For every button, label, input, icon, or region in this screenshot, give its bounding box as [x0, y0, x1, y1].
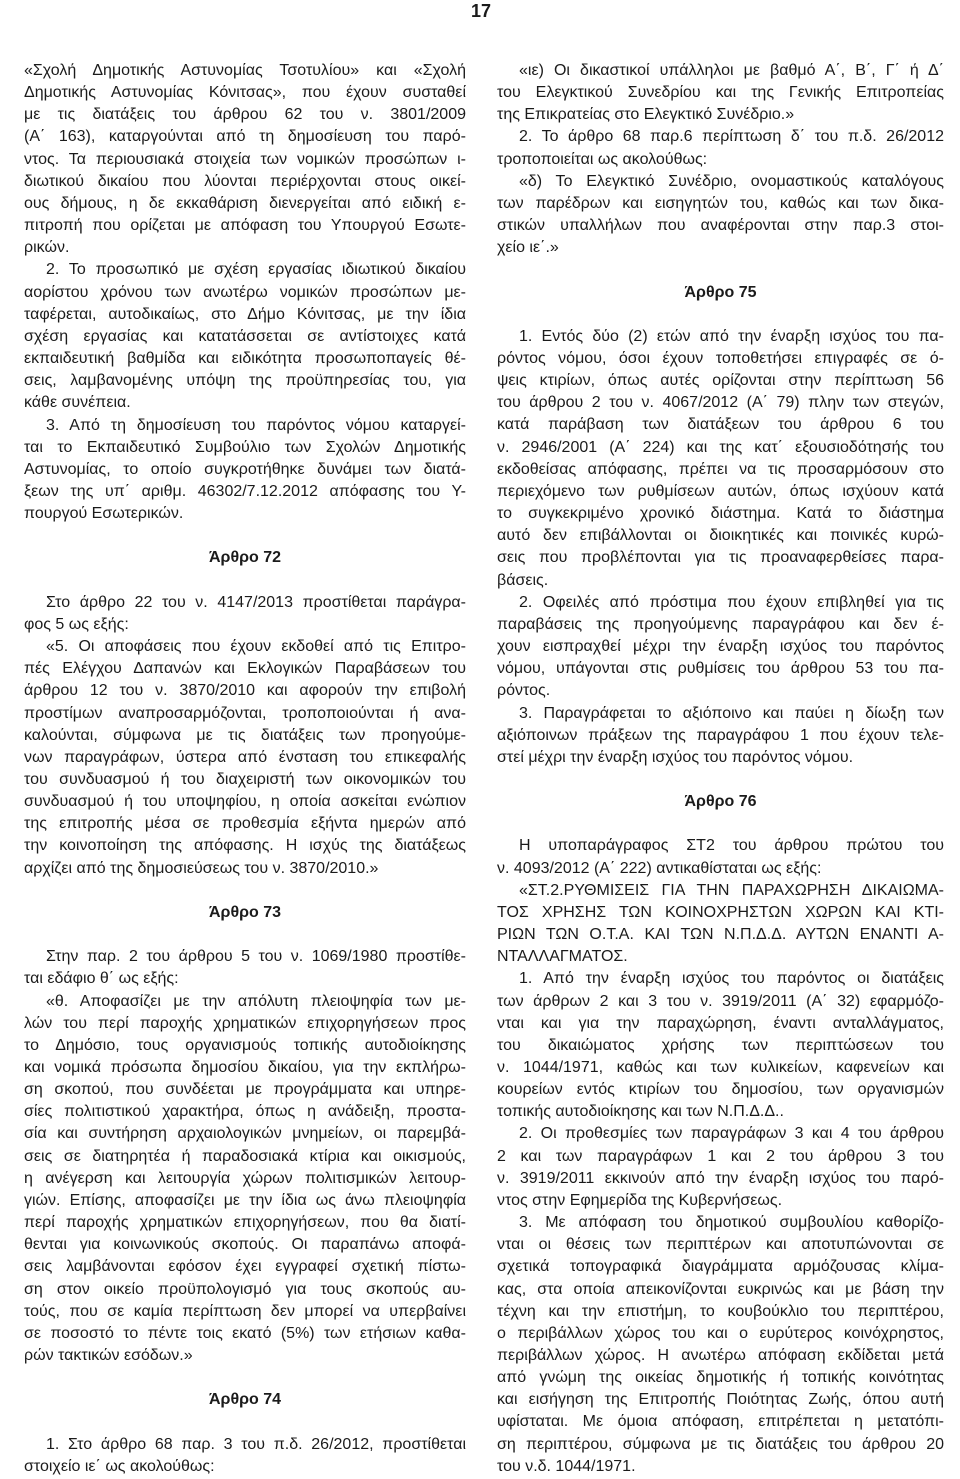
text-line: χουν εισπραχθεί μέχρι την έναρξη ισχύος του παρόντος [497, 638, 944, 656]
text-line: ντος στην Εφημερίδα της Κυβερνήσεως. [497, 1191, 783, 1209]
article-heading: Άρθρο 76 [684, 793, 757, 811]
text-line: 1. Στο άρθρο 68 παρ. 3 του π.δ. 26/2012, προστίθεται [46, 1435, 466, 1453]
text-line: ρόντος. [497, 682, 551, 700]
text-line: ΝΤΑΛΛΑΓΜΑΤΟΣ. [497, 948, 628, 966]
paragraph [497, 126, 944, 170]
text-line: Στο άρθρο 22 του ν. 4147/2013 προστίθεται παράγρα- [46, 593, 466, 611]
text-line: Στην παρ. 2 του άρθρου 5 του ν. 1069/1980 προστίθε- [46, 948, 466, 966]
text-line: «δ) Το Ελεγκτικό Συνέδριο, ονομαστικούς καταλόγους [519, 172, 944, 190]
paragraph [497, 835, 944, 879]
text-line: σίες πολιτιστικού χαρακτήρα, όπως η ανάδειξη, προστα- [24, 1103, 466, 1121]
text-line: των παρέδρων και εισηγητών του, καθώς και των δικα- [497, 194, 944, 212]
text-line: κουρείων εντός κτιρίων του δημοσίου, των οργανισμών [497, 1081, 944, 1099]
text-line: τέχνη και την επιστήμη, το κουβούκλιο του περιπτέρου, [497, 1302, 944, 1320]
text-line: νόμου, υπάγονται στις ρυθμίσεις του άρθρου 53 του πα- [497, 660, 944, 678]
text-line: στικών υπαλλήλων που αναφέρονται στην παρ.3 στοι- [497, 217, 944, 235]
article-heading: Άρθρο 73 [208, 903, 281, 921]
paragraph [497, 592, 944, 703]
paragraph [497, 1212, 944, 1478]
paragraph [24, 60, 466, 259]
text-line: των άρθρων 2 και 3 του ν. 3919/2011 (Α΄ 32) εφαρμόζο- [497, 992, 944, 1010]
paragraph [497, 326, 944, 592]
text-line: ση σκοπού, που συνδέεται με προγράμματα και υπηρε- [24, 1081, 466, 1099]
text-line: περιβάλλων χώρος. Η ανωτέρω απόφαση εκδίδεται μετά [497, 1347, 944, 1364]
text-line: το συγκεκριμένο χρονικό διάστημα. Κατά το διάστημα [497, 505, 944, 523]
text-line: εκπαιδευτική βαθμίδα και ειδικότητα προσωποπαγείς θέ- [24, 350, 466, 368]
text-line: 1. Εντός δύο (2) ετών από την έναρξη ισχύος του πα- [519, 327, 944, 345]
text-line: Η υποπαράγραφος ΣΤ2 του άρθρου πρώτου του [519, 837, 944, 855]
text-line: το Δημόσιο, τους οργανισμούς τοπικής αυτοδιοίκησης [24, 1036, 466, 1054]
text-line: τούς, που σε καμία περίπτωση δεν μπορεί να υπερβαίνει [24, 1302, 466, 1320]
text-line: ντος. Τα περιουσιακά στοιχεία των νομικών προσώπων ι- [24, 150, 466, 168]
text-line: συνδυασμού ή του υποψηφίου, η οποία ασκείται ενώπιον [24, 793, 466, 811]
text-line: σεις σε διατηρητέα ή παραδοσιακά κτίρια και οικισμούς, [24, 1147, 466, 1165]
text-line: 1. Από την έναρξη ισχύος του παρόντος οι διατάξεις [519, 970, 944, 988]
text-line: αυτό δεν επιβάλλονται οι διοικητικές και ποινικές κυρώ- [497, 527, 944, 545]
paragraph [24, 636, 466, 880]
paragraph [497, 1123, 944, 1212]
text-line: περιεχόμενο των ρυθμίσεων αυτών, όπως ισχύουν κατά [497, 482, 944, 500]
text-line: 2. Οι προθεσμίες των παραγράφων 3 και 4 του άρθρου [519, 1125, 944, 1143]
page-number: 17 [470, 1, 492, 21]
text-line: νται οι θέσεις των περιπτέρων και αποτυπώνονται σε [497, 1236, 944, 1254]
text-line: υφίσταται. Με όμοια απόφαση, επιτρέπεται η μετατόπι- [497, 1413, 944, 1431]
text-line: ται εδάφιο θ΄ ως εξής: [24, 970, 179, 988]
text-line: λών του περί παροχής χρηματικών επιχορηγήσεων προς [24, 1014, 466, 1032]
text-line: σχέση εργασίας και κατατάσσεται σε αντίστοιχες κατά [24, 327, 466, 345]
text-line: της επιτροπής μέσα σε προθεσμία εξήντα ημερών από [24, 815, 466, 833]
paragraph [24, 991, 466, 1368]
text-line: 2. Οφειλές από πρόστιμα που έχουν επιβληθεί για τις [519, 593, 944, 611]
text-line: φος 5 ως εξής: [24, 615, 129, 633]
text-line: ν. 4093/2012 (Α΄ 222) αντικαθίσταται ως εξής: [497, 859, 822, 877]
article-heading: Άρθρο 72 [208, 549, 281, 567]
text-line: τοπικής αυτοδιοίκησης και των Ν.Π.Δ.Δ.. [497, 1103, 784, 1121]
text-line: βάσεις. [497, 571, 549, 589]
paragraph [497, 880, 944, 969]
article-heading: Άρθρο 74 [208, 1391, 281, 1409]
text-line: «5. Οι αποφάσεις που έχουν εκδοθεί από τις Επιτρο- [46, 638, 466, 656]
text-line: «θ. Αποφασίζει με την απόλυτη πλειοψηφία των με- [46, 992, 466, 1010]
text-line: ΤΟΣ ΧΡΗΣΗΣ ΤΩΝ ΚΟΙΝΟΧΡΗΣΤΩΝ ΧΩΡΩΝ ΚΑΙ ΚΤΙ- [497, 903, 944, 921]
text-line: την κοινοποίηση της απόφασης. Η ισχύς της διατάξεως [24, 837, 466, 855]
text-line: ψεις κτιρίων, όπως αυτές ορίζονται στην περίπτωση 56 [497, 372, 944, 390]
text-line: καλούνται, σύμφωνα με τις διατάξεις των προηγούμε- [24, 726, 466, 744]
text-line: με τις διατάξεις του άρθρου 62 του ν. 3801/2009 [24, 106, 466, 124]
text-line: πουργού Εσωτερικών. [24, 505, 184, 523]
text-line: τροποποιείται ως ακολούθως: [497, 150, 708, 168]
text-line: 2. Το άρθρο 68 παρ.6 περίπτωση δ΄ του π.δ. 26/2012 [519, 128, 944, 146]
text-line: του δικαιώματος χρήσης των περιπτώσεων του [497, 1036, 944, 1054]
text-line: ται το Εκπαιδευτικό Συμβούλιο των Σχολών Δημοτικής [24, 438, 466, 456]
paragraph [497, 703, 944, 769]
text-line: ΡΙΩΝ ΤΩΝ Ο.Τ.Α. ΚΑΙ ΤΩΝ Ν.Π.Δ.Δ. ΑΥΤΩΝ ΕΝΑΝΤΙ Α- [497, 926, 944, 944]
text-line: εκδοθείσας απόφασης, πρέπει να τις προσαρμόσουν στο [497, 460, 944, 478]
text-line: του ν.δ. 1044/1971. [497, 1457, 636, 1475]
text-line: 3. Από τη δημοσίευση του παρόντος νόμου καταργεί- [46, 416, 466, 434]
text-line: διωτικού δικαίου που λύονται περιέρχονται στους οικεί- [24, 172, 466, 190]
text-line: στοιχείο ιε΄ ως ακολούθως: [24, 1457, 215, 1475]
paragraph [24, 415, 466, 526]
article-heading: Άρθρο 75 [684, 283, 757, 301]
text-line: 3. Παραγράφεται το αξιόποινο και παύει η δίωξη των [519, 704, 944, 722]
text-line: ο περιβάλλων χώρος του και ο ευρύτερος κοινόχρηστος, [497, 1324, 944, 1342]
text-line: ρικών. [24, 239, 70, 257]
paragraph [24, 259, 466, 414]
text-line: «ΣΤ.2.ΡΥΘΜΙΣΕΙΣ ΓΙΑ ΤΗΝ ΠΑΡΑΧΩΡΗΣΗ ΔΙΚΑΙΩΜΑ- [519, 881, 944, 899]
text-line: ν. 2946/2001 (Α΄ 224) και της κατ΄ εξουσιοδότησής του [497, 438, 944, 456]
text-line: «ιε) Οι δικαστικοί υπάλληλοι με βαθμό Α΄, Β΄, Γ΄ ή Δ΄ [519, 62, 944, 79]
text-line: του άρθρου 2 του ν. 4067/2012 (Α΄ 79) πλην των στεγών, [497, 394, 944, 412]
text-line: ρών τακτικών εσόδων.» [24, 1347, 193, 1364]
text-line: αξιόποινων πράξεων της παραγράφου 1 που έχουν τελε- [497, 726, 944, 744]
text-line: από γνώμη της οικείας δημοτικής ή τοπικής κοινότητας [497, 1369, 944, 1387]
text-line: 2. Το προσωπικό με σχέση εργασίας ιδιωτικού δικαίου [46, 261, 466, 279]
text-line: ν. 1044/1971, καθώς και των κυλικείων, καφενείων και [497, 1058, 944, 1076]
paragraph [24, 946, 466, 990]
text-line: και νομικά πρόσωπα δημοσίου δικαίου, για την εκπλήρω- [24, 1058, 466, 1076]
text-line: κας, στα οποία απεικονίζονται ευκρινώς και με βάση την [497, 1280, 944, 1298]
text-line: κάθε συνέπεια. [24, 394, 131, 412]
text-line: αρχίζει από της δημοσιεύσεως του ν. 3870/2010.» [24, 859, 379, 877]
text-line: κατά παράβαση των διατάξεων του άρθρου 6 του [497, 416, 944, 434]
left-column [24, 60, 466, 1478]
text-line: του συνδυασμού ή του διαχειριστή των οικονομικών του [24, 770, 466, 788]
text-line: νων παραγράφων, ύστερα από ένσταση του επικεφαλής [24, 748, 466, 766]
paragraph [497, 171, 944, 260]
text-line: 2 και των παραγράφων 1 και 2 του άρθρου 3 του [497, 1147, 944, 1165]
text-line: (Α΄ 163), καταργούνται από τη δημοσίευση του παρό- [24, 128, 466, 146]
paragraph [24, 1434, 466, 1478]
text-line: σεις που προβλέπονται για τις προαναφερθείσες παρα- [497, 549, 944, 567]
text-line: η ανέγερση και λειτουργία χώρων πολιτισμικών λειτουρ- [24, 1169, 466, 1187]
text-line: σεις, λαμβανομένης υπόψη της προϋπηρεσίας του, για [24, 372, 466, 390]
text-line: σχετικά τοπογραφικά διαγράμματα αρμόζουσας κλίμα- [497, 1258, 944, 1276]
text-line: άρθρου 12 του ν. 3870/2010 και αφορούν την επιβολή [24, 682, 466, 700]
text-line: και εισήγηση της Επιτροπής Ποιότητας Ζωής, όπου αυτή [497, 1391, 944, 1409]
paragraph [24, 592, 466, 636]
text-line: σεις λαμβάνονται εφόσον έχει εγγραφεί σχετική πίστω- [24, 1258, 466, 1276]
text-line: της Επικρατείας στο Ελεγκτικό Συνέδριο.» [497, 106, 795, 124]
text-line: ν. 3919/2011 εκκινούν από την έναρξη ισχύος του παρό- [497, 1169, 944, 1187]
text-line: ους δήμους, η δε εκκαθάριση διενεργείται από ειδική ε- [24, 194, 466, 212]
text-line: νται και για την παραχώρηση, έναντι ανταλλάγματος, [497, 1014, 944, 1032]
text-line: στεί μέχρι την έναρξη ισχύος του παρόντος νόμου. [497, 748, 854, 766]
text-line: του Ελεγκτικού Συνεδρίου και της Γενικής Επιτροπείας [497, 84, 944, 102]
text-line: περί παροχής χρηματικών επιχορηγήσεων, που θα διατί- [24, 1214, 466, 1232]
text-line: γιών. Επίσης, αποφασίζει με την ίδια ως άνω πλειοψηφία [24, 1191, 466, 1209]
text-line: σε ποσοστό το πέντε τοις εκατό (5%) των ετήσιων καθα- [24, 1324, 466, 1342]
right-column [497, 60, 944, 1478]
text-line: «Σχολή Δημοτικής Αστυνομίας Τσοτυλίου» και «Σχολή [24, 62, 466, 79]
text-line: ρόντος νόμου, όσοι έχουν τοποθετήσει επιγραφές σε ό- [497, 350, 944, 367]
text-line: ση περιπτέρου, σύμφωνα με τις διατάξεις του άρθρου 20 [497, 1435, 944, 1453]
paragraph [497, 968, 944, 1123]
text-line: 3. Με απόφαση του δημοτικού συμβουλίου καθορίζο- [519, 1214, 944, 1232]
text-line: προστίμων αναπροσαρμόζονται, τροποποιούνται ή ανα- [24, 704, 466, 722]
text-line: χείο ιε΄.» [497, 239, 559, 257]
text-line: Δημοτικής Αστυνομίας Κόνιτσας», που έχουν συσταθεί [24, 84, 466, 102]
text-line: αορίστου χρόνου των ανωτέρω νομικών προσώπων με- [24, 283, 466, 301]
text-line: σία και συντήρηση αρχαιολογικών μνημείων, οι παρεμβά- [24, 1125, 466, 1143]
paragraph [497, 60, 944, 126]
text-line: Αστυνομίας, το οποίο συγκροτήθηκε δυνάμει των διατά- [24, 460, 466, 478]
text-line: πές Ελέγχου Δαπανών και Εκλογικών Παραβάσεων του [24, 660, 466, 678]
text-line: πιτροπή που ορίζεται με απόφαση του Υπουργού Εσωτε- [24, 217, 466, 235]
text-line: παραβάσεις της προηγούμενης παραγράφου και δεν έ- [497, 615, 944, 633]
text-line: ση στον οικείο προϋπολογισμό για τους σκοπούς αυ- [24, 1280, 466, 1298]
text-line: ξεων της υπ΄ αριθμ. 46302/7.12.2012 απόφασης του Υ- [24, 482, 466, 500]
text-line: θενται για κοινωνικούς σκοπούς. Οι παραπάνω αποφά- [24, 1236, 466, 1254]
text-line: ταφέρεται, αυτοδικαίως, στο Δήμο Κόνιτσας, με την ίδια [24, 305, 466, 323]
